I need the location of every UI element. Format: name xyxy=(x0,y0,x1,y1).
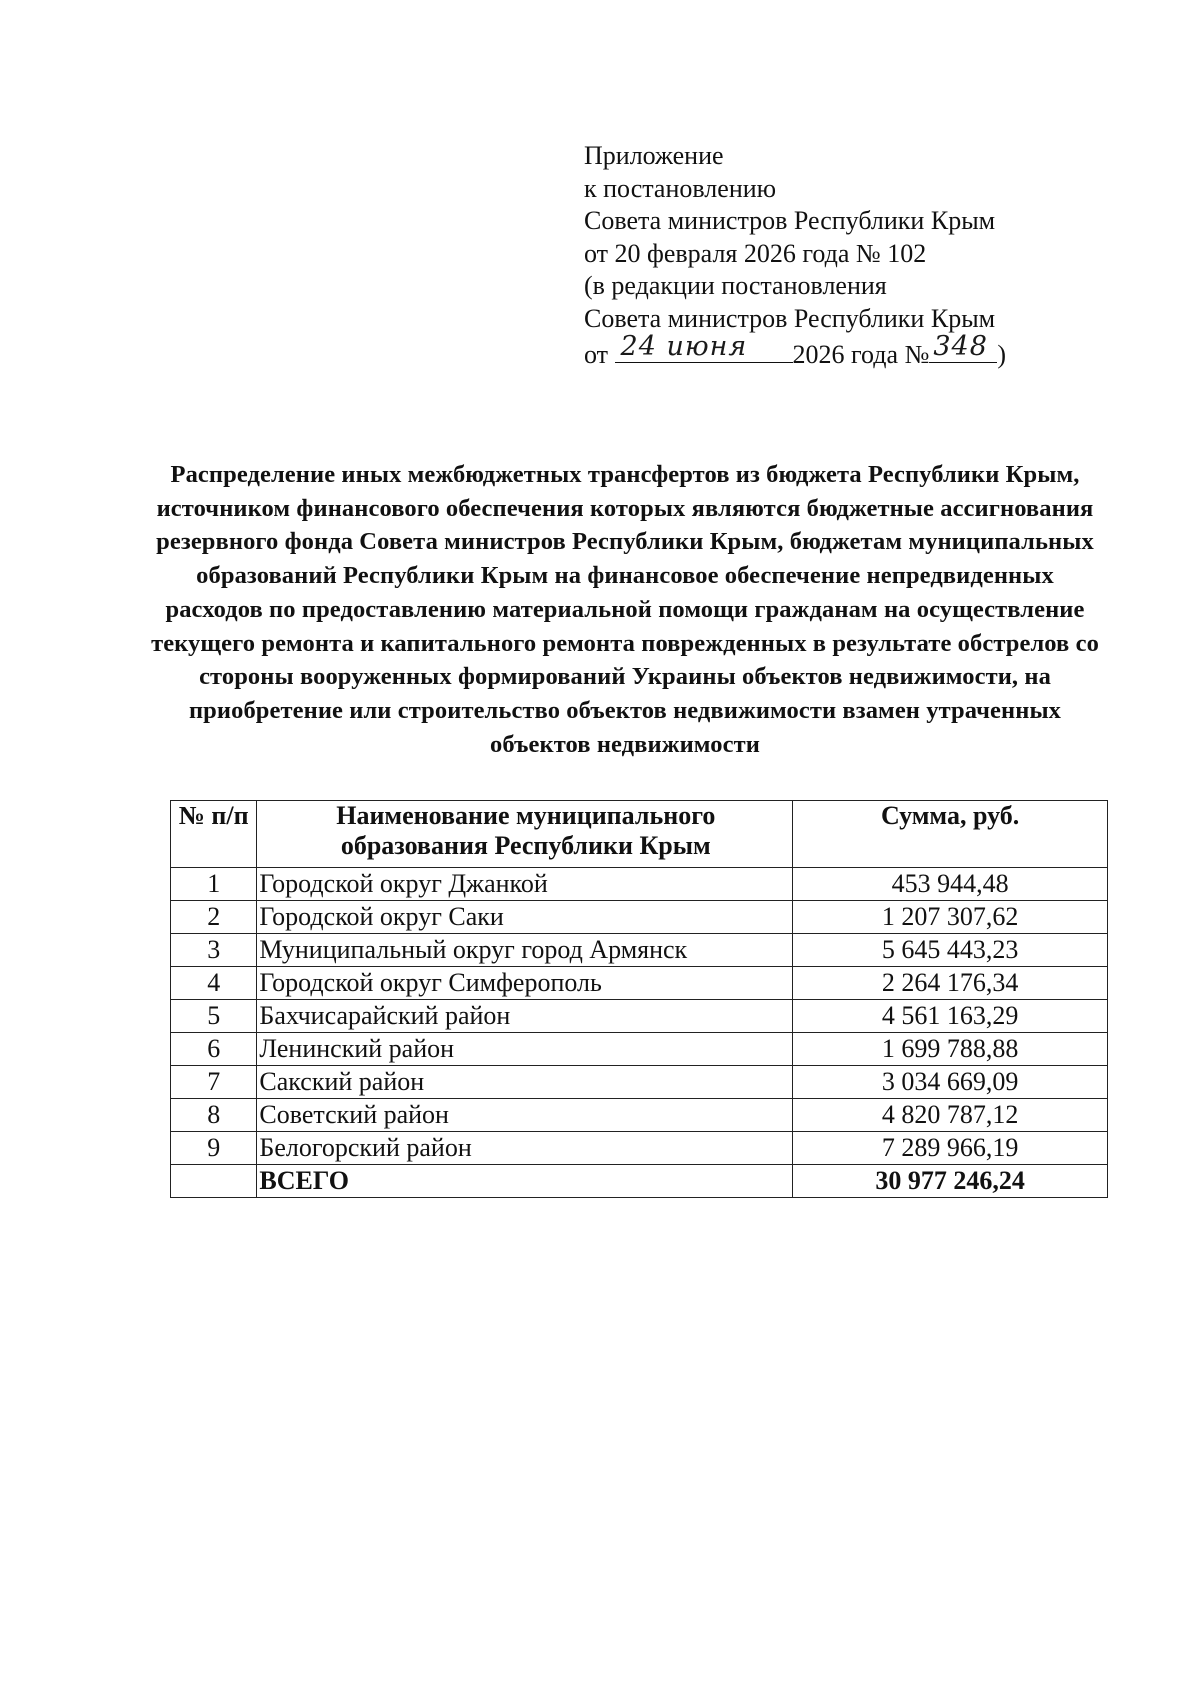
row-num: 5 xyxy=(171,1000,257,1033)
header-sum: Сумма, руб. xyxy=(793,801,1108,868)
table-header-row xyxy=(171,801,1108,868)
total-label: ВСЕГО xyxy=(257,1165,793,1198)
table-row xyxy=(171,1099,1108,1132)
annex-line: Совета министров Республики Крым xyxy=(584,206,996,236)
annex-date-prefix: от xyxy=(584,339,609,369)
row-sum: 7 289 966,19 xyxy=(793,1132,1108,1165)
row-name: Белогорский район xyxy=(257,1132,793,1165)
row-sum: 3 034 669,09 xyxy=(793,1066,1108,1099)
transfers-table xyxy=(170,800,1108,1198)
row-name: Городской округ Саки xyxy=(257,901,793,934)
row-num: 3 xyxy=(171,934,257,967)
table-row xyxy=(171,868,1108,901)
handwritten-number: 348 xyxy=(933,330,988,362)
row-num: 1 xyxy=(171,868,257,901)
table-row xyxy=(171,967,1108,1000)
annex-header xyxy=(584,140,1006,371)
table-row xyxy=(171,901,1108,934)
row-name: Городской округ Джанкой xyxy=(257,868,793,901)
row-sum: 1 207 307,62 xyxy=(793,901,1108,934)
row-name: Муниципальный округ город Армянск xyxy=(257,934,793,967)
row-num: 4 xyxy=(171,967,257,1000)
annex-date-line xyxy=(584,330,1007,372)
annex-line: Совета министров Республики Крым xyxy=(584,303,996,333)
row-sum: 2 264 176,34 xyxy=(793,967,1108,1000)
row-name: Городской округ Симферополь xyxy=(257,967,793,1000)
header-name: Наименование муниципального образования Республики Крым xyxy=(257,801,793,868)
header-num: № п/п xyxy=(171,801,257,868)
table-row xyxy=(171,1132,1108,1165)
table-row xyxy=(171,934,1108,967)
annex-date-suffix: ) xyxy=(997,339,1007,369)
table-row xyxy=(171,1000,1108,1033)
table-row xyxy=(171,1066,1108,1099)
table-row xyxy=(171,1033,1108,1066)
row-sum: 1 699 788,88 xyxy=(793,1033,1108,1066)
annex-year-text: 2026 года № xyxy=(792,339,930,369)
total-sum: 30 977 246,24 xyxy=(793,1165,1108,1198)
total-num xyxy=(171,1165,257,1198)
row-name: Сакский район xyxy=(257,1066,793,1099)
annex-line: к постановлению xyxy=(584,173,777,203)
row-name: Ленинский район xyxy=(257,1033,793,1066)
row-num: 9 xyxy=(171,1132,257,1165)
row-num: 7 xyxy=(171,1066,257,1099)
annex-line: от 20 февраля 2026 года № 102 xyxy=(584,238,927,268)
annex-line: Приложение xyxy=(584,141,724,170)
date-blank xyxy=(615,330,793,363)
row-sum: 4 820 787,12 xyxy=(793,1099,1108,1132)
row-num: 2 xyxy=(171,901,257,934)
row-num: 6 xyxy=(171,1033,257,1066)
row-name: Бахчисарайский район xyxy=(257,1000,793,1033)
total-row xyxy=(171,1165,1108,1198)
row-num: 8 xyxy=(171,1099,257,1132)
annex-line: (в редакции постановления xyxy=(584,271,887,301)
row-sum: 5 645 443,23 xyxy=(793,934,1108,967)
document-title: Распределение иных межбюджетных трансфертов из бюджета Республики Крым, источником финансового обеспечения которых являются бюджетные ассигнования резервного фонда Совета министров Республики Крым, бюджетам муниципальных образований Республики Крым на финансовое обеспечение непредвиденных расходов по предоставлению материальной помощи гражданам на осуществление текущего ремонта и капитального ремонта поврежденных в результате обстрелов со стороны вооруженных формирований Украины объектов недвижимости, на приобретение или строительство объектов недвижимости взамен утраченных объектов недвижимости xyxy=(151,461,1099,758)
row-sum: 453 944,48 xyxy=(793,868,1108,901)
number-blank xyxy=(929,330,997,363)
handwritten-date: 24 июня xyxy=(620,330,748,362)
row-name: Советский район xyxy=(257,1099,793,1132)
row-sum: 4 561 163,29 xyxy=(793,1000,1108,1033)
